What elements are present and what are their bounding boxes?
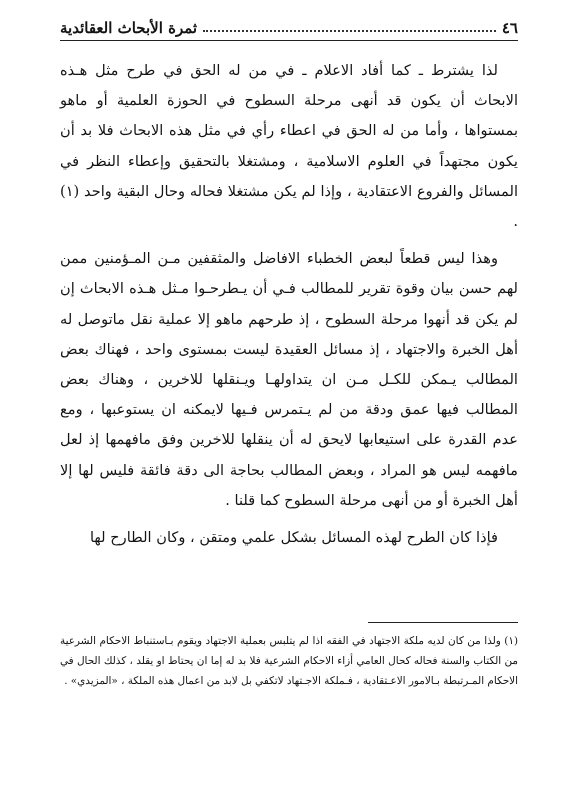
page-header — [60, 8, 518, 41]
header-dot-leader — [203, 30, 496, 32]
main-text — [60, 56, 518, 553]
paragraph-text: لذا يشترط ـ كما أفاد الاعلام ـ في من له الحق في طرح مثل هـذه الابحاث أن يكون قد أنهى مرحلة السطوح في الحوزة العلمية أو ماهو بمستواها ، وأما من له الحق في اعطاء رأي في مثل هذه الابحاث فلا بد أن يكون مجتهداً في العلوم الاسلامية ، ومشتغلا بالتحقيق وإعطاء النظر في المسائل والفروع الاعتقادية ، وإذا لم يكن مشتغلا فحاله وحال البقية واحد — [60, 62, 518, 200]
footnote: (١) ولذا من كان لديه ملكة الاجتهاد في الفقه اذا لم يتلبس بعملية الاجتهاد ويقوم بـاستنباط الاحكام الشرعية من الكتاب والسنة فحاله كحال العامي أزاء الاحكام الشرعية فلا بد له إما ان يحتاط او يقلد ، كذلك الحال في الاحكام المـرتبطة بـالامور الاعـتقادية ، فـملكة الاجـتهاد لاتكفي بل لابد من اعمال هذه الملكة ، «المزيدي» . — [60, 635, 518, 687]
paragraph — [60, 56, 518, 237]
page-number: ٤٦ — [501, 19, 518, 37]
paragraph: وهذا ليس قطعاً لبعض الخطباء الافاضل والمثقفين مـن المـؤمنين ممن لهم حسن بيان وقوة تقرير للمطالب فـي أن يـطرحـوا مـثل هـذه الابحاث إن لم يكن قد أنهوا مرحلة السطوح ، إذ طرحهم ماهو إلا عملية نقل ماتوصل له أهل الخبرة والاجتهاد ، إذ مسائل العقيدة ليست بمستوى واحد ، فهناك بعض المطالب يـمكن للكـل مـن ان يتداولهـا ويـنقلها للاخرين ، وهناك بعض المطالب فيها عمق ودقة من لم يـتمرس فـيها لايمكنه ان يستوعبها ، ومع عدم القدرة على استيعابها لايحق له أن ينقلها للاخرين وفق مافهمها إذ لعل مافهمه ليس هو المراد ، وبعض المطالب بحاجة الى دقة فائقة فليس لها إلا أهل الخبرة أو من أنهى مرحلة السطوح كما قلنا . — [60, 250, 518, 509]
paragraph: فإذا كان الطرح لهذه المسائل بشكل علمي ومتقن ، وكان الطارح لها — [89, 529, 498, 547]
footnote-separator — [368, 622, 518, 623]
running-title: ثمرة الأبحاث العقائدية — [60, 19, 198, 37]
footnote-reference: (١) . — [60, 182, 518, 231]
